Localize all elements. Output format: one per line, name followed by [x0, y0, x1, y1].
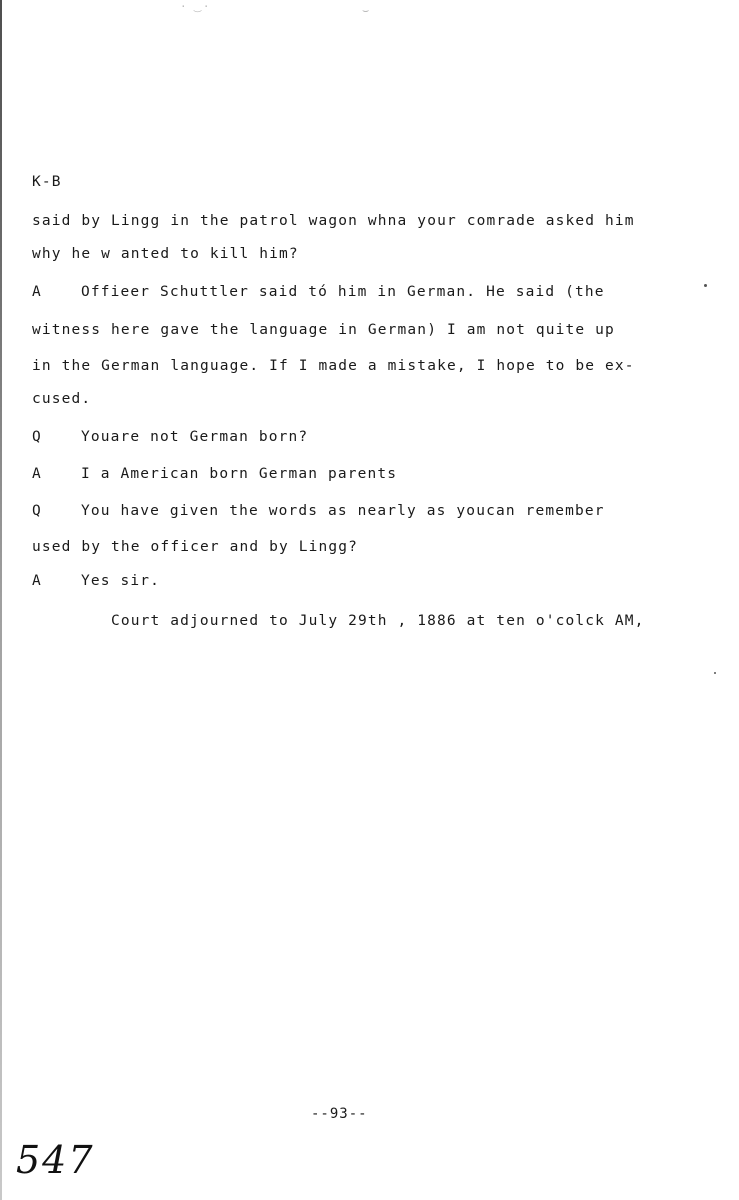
speaker-label: A	[32, 284, 41, 300]
adjournment-line: Court adjourned to July 29th , 1886 at ten o'colck AM,	[111, 613, 645, 629]
top-smudge: ⌣	[362, 4, 371, 17]
speaker-label: Q	[32, 429, 41, 445]
testimony-line: Youare not German born?	[81, 429, 309, 445]
testimony-line: Yes sir.	[81, 573, 161, 589]
page-edge	[0, 0, 2, 1200]
testimony-line: used by the officer and by Lingg?	[32, 539, 359, 555]
page-number: --93--	[311, 1106, 368, 1122]
testimony-line: Offieer Schuttler said tó him in German. He said (the	[81, 284, 605, 300]
testimony-line: cused.	[32, 391, 92, 407]
speaker-label: A	[32, 466, 41, 482]
testimony-line: I a American born German parents	[81, 466, 398, 482]
top-smudge: · ͜ ·	[180, 0, 211, 13]
section-code: K-B	[32, 174, 62, 190]
speaker-label: Q	[32, 503, 41, 519]
ink-mark	[714, 672, 716, 674]
testimony-line: why he w anted to kill him?	[32, 246, 299, 262]
testimony-line: witness here gave the language in German) I am not quite up	[32, 322, 615, 338]
handwritten-document-number: 547	[16, 1138, 95, 1182]
ink-mark	[704, 284, 707, 287]
testimony-line: said by Lingg in the patrol wagon whna your comrade asked him	[32, 213, 635, 229]
testimony-line: in the German language. If I made a mistake, I hope to be ex-	[32, 358, 635, 374]
testimony-line: You have given the words as nearly as youcan remember	[81, 503, 605, 519]
speaker-label: A	[32, 573, 41, 589]
